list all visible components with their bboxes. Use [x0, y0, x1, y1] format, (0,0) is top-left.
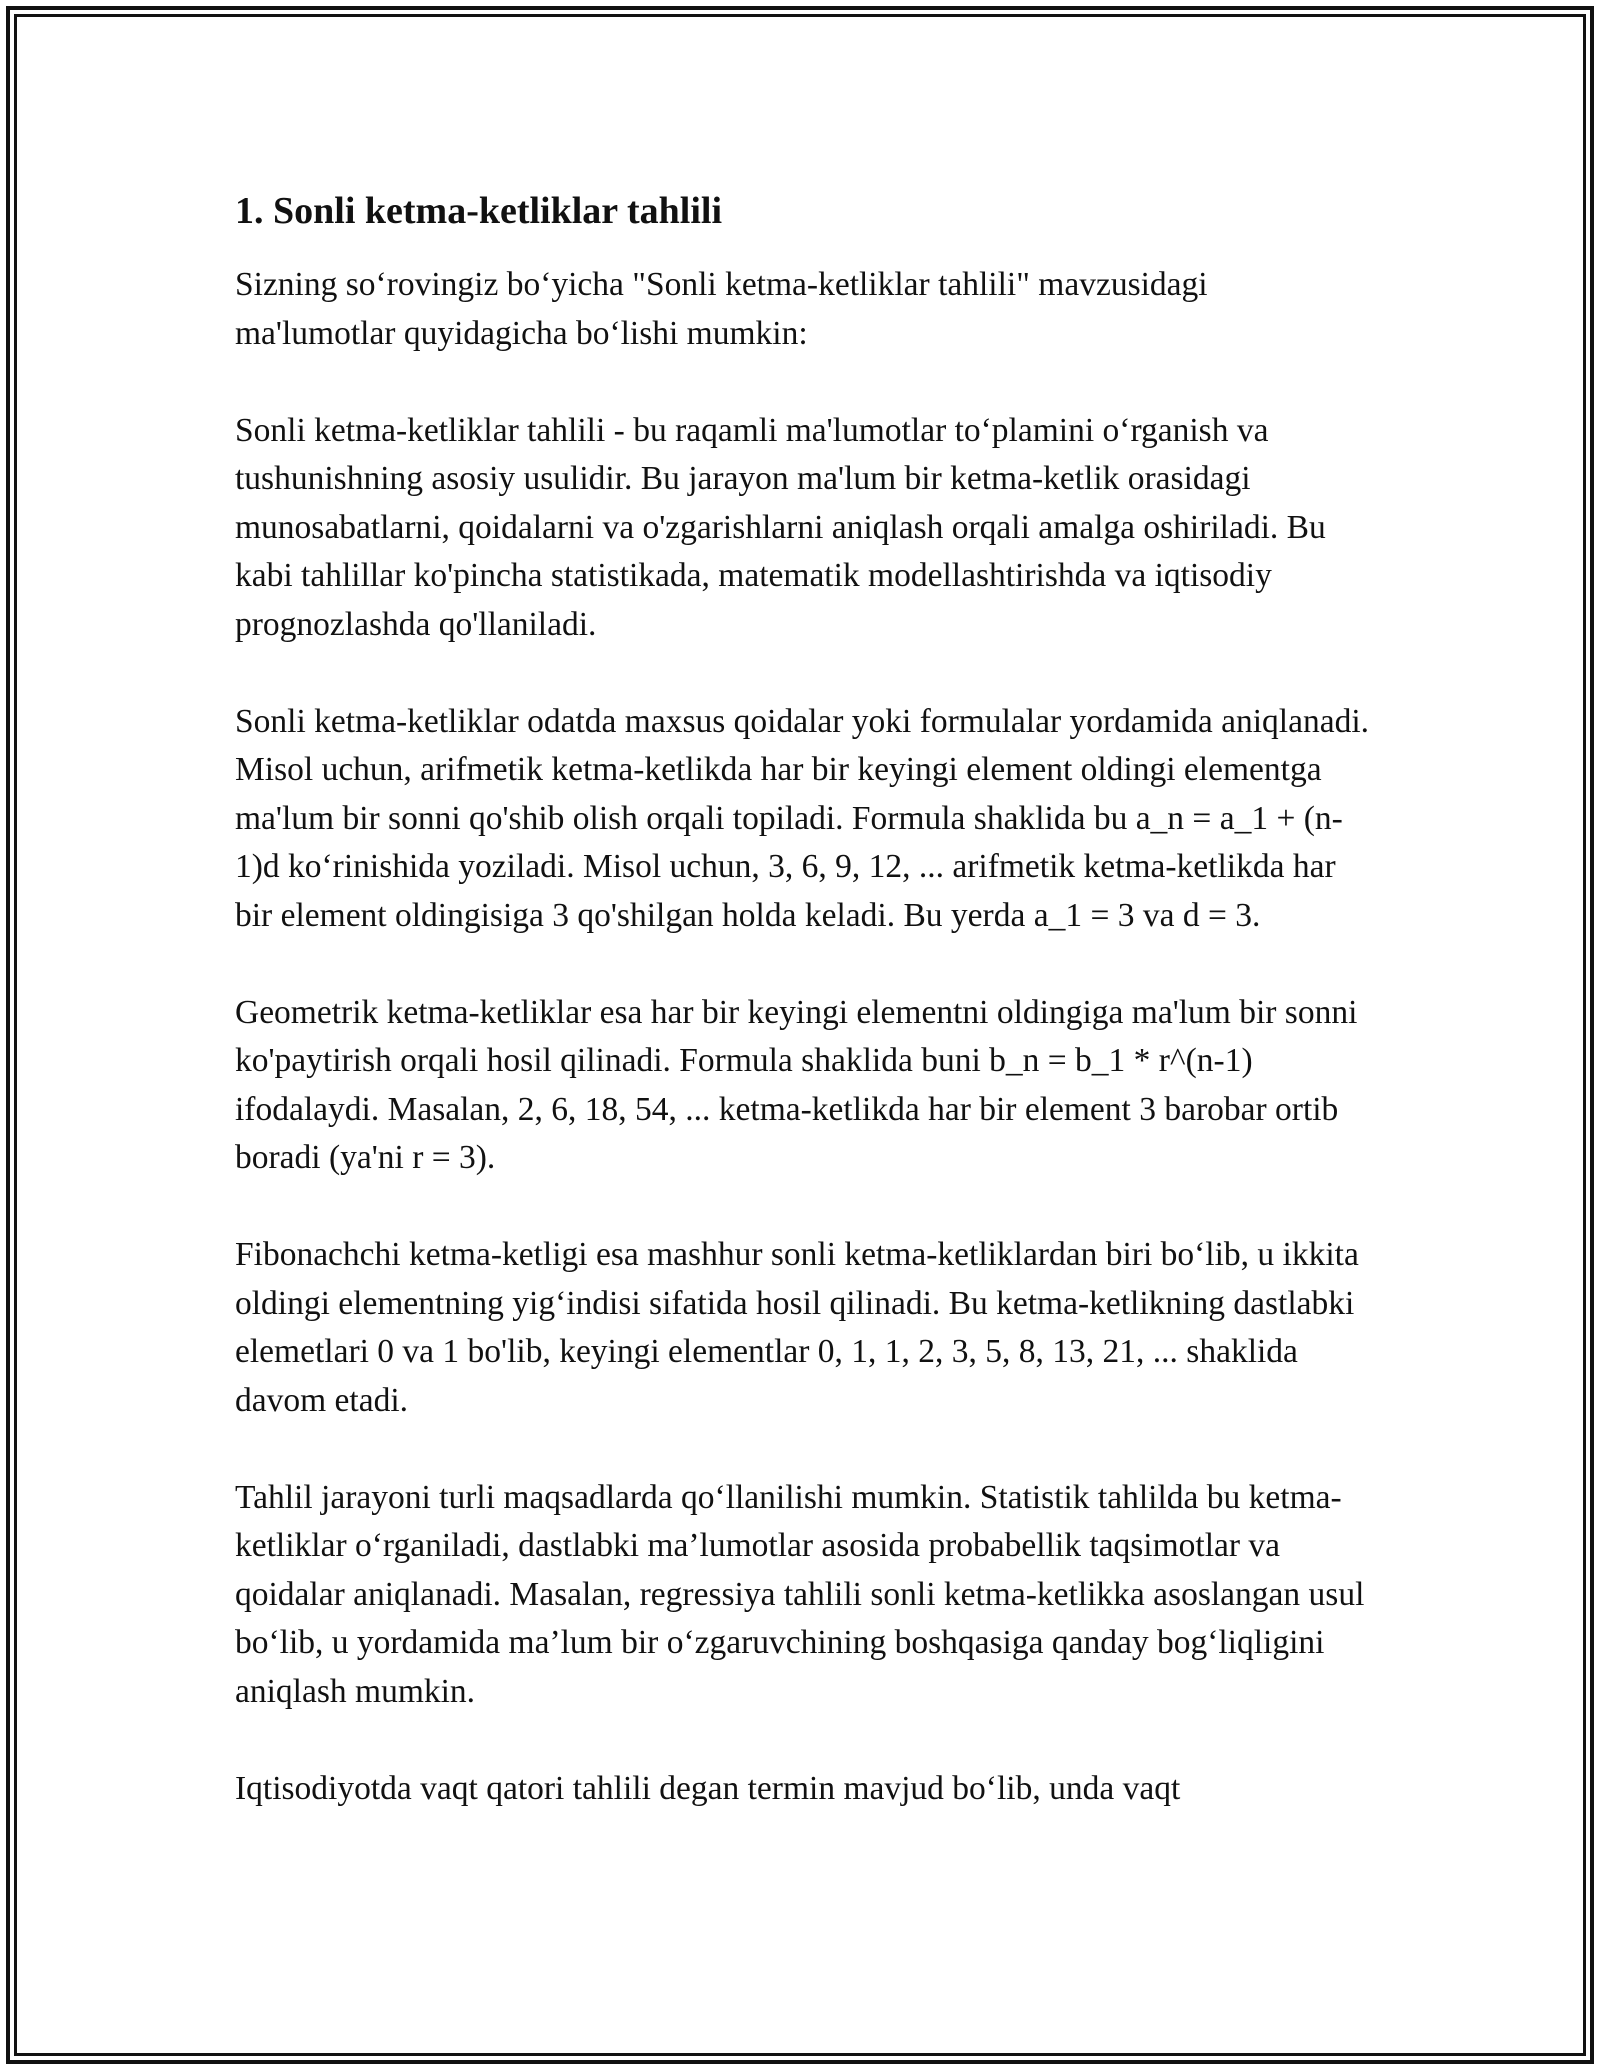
paragraph-intro: Sizning so‘rovingiz bo‘yicha "Sonli ketma-ketliklar tahlili" mavzusidagi ma'lumotlar quyidagicha bo‘lishi mumkin:	[235, 266, 1208, 352]
paragraph-arithmetic: Sonli ketma-ketliklar odatda maxsus qoidalar yoki formulalar yordamida aniqlanadi. Misol uchun, arifmetik ketma-ketlikda har bir keyingi element oldingi elementga ma'lum bir sonni qo'shib olish orqali topiladi. Formula shaklida bu a_n = a_1 + (n-1)d ko‘rinishida yoziladi. Misol uchun, 3, 6, 9, 12, ... arifmetik ketma-ketlikda har bir element oldingisiga 3 qo'shilgan holda keladi. Bu yerda a_1 = 3 va d = 3.	[235, 702, 1370, 934]
paragraph-definition: Sonli ketma-ketliklar tahlili - bu raqamli ma'lumotlar to‘plamini o‘rganish va tushunishning asosiy usulidir. Bu jarayon ma'lum bir ketma-ketlik orasidagi munosabatlarni, qoidalarni va o'zgarishlarni aniqlash orqali amalga oshiriladi. Bu kabi tahlillar ko'pincha statistikada, matematik modellashtirishda va iqtisodiy prognozlashda qo'llaniladi.	[235, 411, 1326, 643]
document-title: 1. Sonli ketma-ketliklar tahlili	[235, 190, 723, 232]
paragraph-statistics: Tahlil jarayoni turli maqsadlarda qo‘llanilishi mumkin. Statistik tahlilda bu ketma-ketliklar o‘rganiladi, dastlabki ma’lumotlar asosida probabellik taqsimotlar va qoidalar aniqlanadi. Masalan, regressiya tahlili sonli ketma-ketlikka asoslangan usul bo‘lib, u yordamida ma’lum bir o‘zgaruvchining boshqasiga qanday bog‘liqligini aniqlash mumkin.	[235, 1478, 1365, 1710]
document-body	[235, 185, 1370, 1862]
paragraph-fibonacci: Fibonachchi ketma-ketligi esa mashhur sonli ketma-ketliklardan biri bo‘lib, u ikkita oldingi elementning yig‘indisi sifatida hosil qilinadi. Bu ketma-ketlikning dastlabki elemetlari 0 va 1 bo'lib, keyingi elementlar 0, 1, 1, 2, 3, 5, 8, 13, 21, ... shaklida davom etadi.	[235, 1236, 1359, 1419]
paragraph-economics: Iqtisodiyotda vaqt qatori tahlili degan termin mavjud bo‘lib, unda vaqt	[235, 1769, 1181, 1807]
paragraph-geometric: Geometrik ketma-ketliklar esa har bir keyingi elementni oldingiga ma'lum bir sonni ko'paytirish orqali hosil qilinadi. Formula shaklida buni b_n = b_1 * r^(n-1) ifodalaydi. Masalan, 2, 6, 18, 54, ... ketma-ketlikda har bir element 3 barobar ortib boradi (ya'ni r = 3).	[235, 993, 1358, 1176]
